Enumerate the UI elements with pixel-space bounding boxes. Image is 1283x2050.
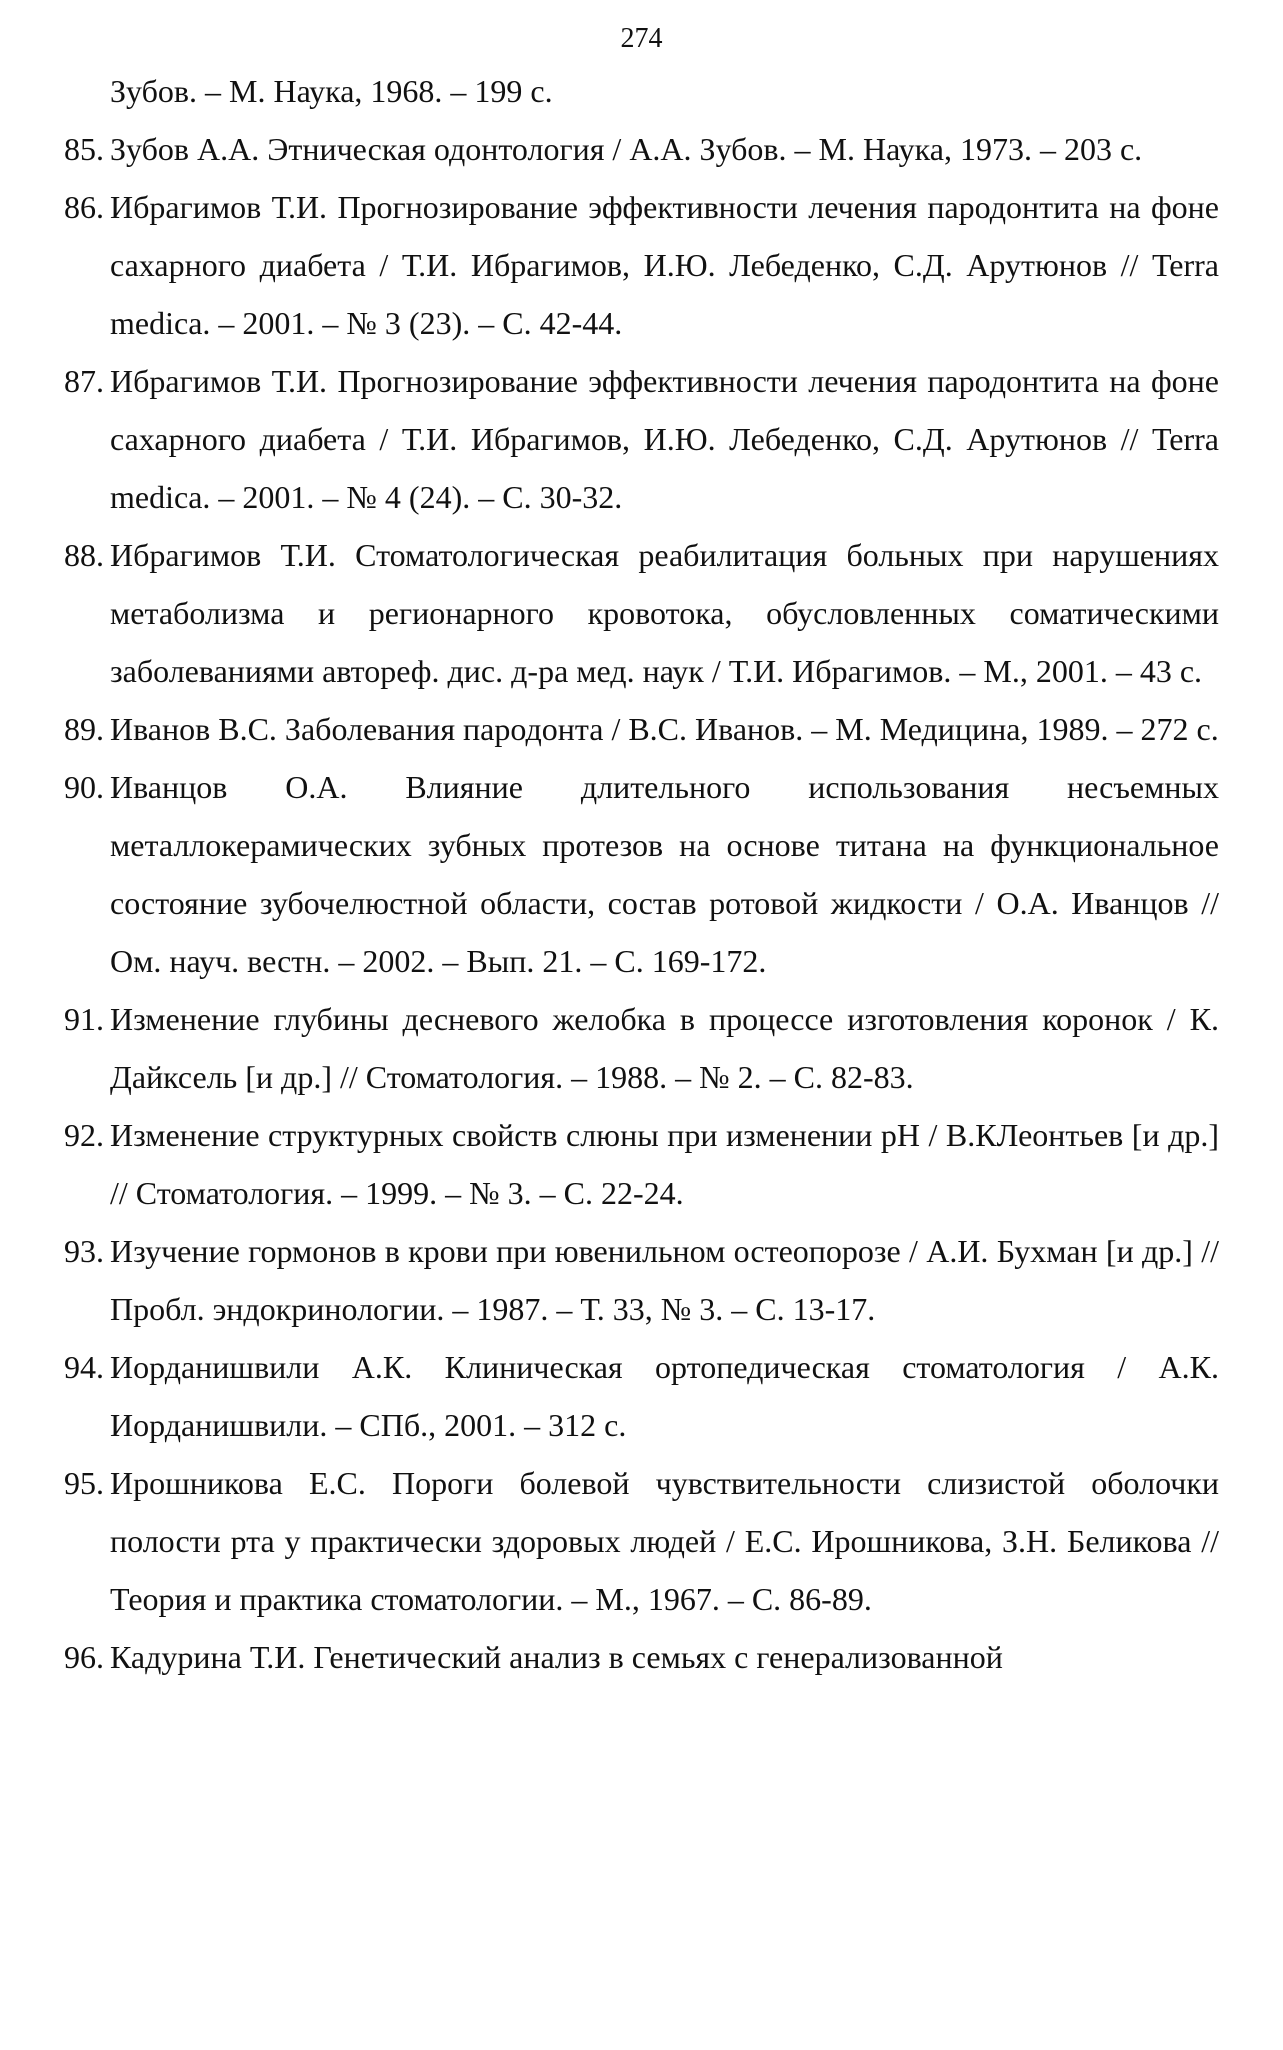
reference-text: Изучение гормонов в крови при ювенильном остеопорозе / А.И. Бухман [и др.] // Пробл. эндокринологии. – 1987. – Т. 33, № 3. – С. 13-17. [110,1233,1219,1327]
reference-continuation [64,62,1219,120]
reference-entry [64,758,1219,990]
reference-number: 94. [64,1349,104,1385]
reference-text: Изменение структурных свойств слюны при изменении pH / В.КЛеонтьев [и др.] // Стоматология. – 1999. – № 3. – С. 22-24. [110,1117,1219,1211]
reference-entry [64,990,1219,1106]
page-number: 274 [620,23,663,54]
reference-text: Ибрагимов Т.И. Стоматологическая реабилитация больных при нарушениях метаболизма и регионарного кровотока, обусловленных соматическими заболеваниями автореф. дис. д-ра мед. наук / Т.И. Ибрагимов. – М., 2001. – 43 с. [110,537,1219,689]
reference-number: 92. [64,1117,104,1153]
reference-number: 86. [64,189,104,225]
reference-text: Иорданишвили А.К. Клиническая ортопедическая стоматология / А.К. Иорданишвили. – СПб., 2001. – 312 с. [110,1349,1219,1443]
reference-entry [64,1454,1219,1628]
reference-text: Иванов В.С. Заболевания пародонта / В.С. Иванов. – М. Медицина, 1989. – 272 с. [110,711,1219,747]
reference-entry [64,1106,1219,1222]
reference-entry [64,526,1219,700]
reference-text: Изменение глубины десневого желобка в процессе изготовления коронок / К. Дайксель [и др.] // Стоматология. – 1988. – № 2. – С. 82-83. [110,1001,1219,1095]
reference-entry [64,352,1219,526]
reference-entry [64,1338,1219,1454]
reference-text: Зубов А.А. Этническая одонтология / А.А. Зубов. – М. Наука, 1973. – 203 с. [110,131,1143,167]
reference-entry [64,120,1219,178]
reference-text: Иванцов О.А. Влияние длительного использования несъемных металлокерамических зубных протезов на основе титана на функциональное состояние зубочелюстной области, состав ротовой жидкости / О.А. Иванцов // Ом. науч. вестн. – 2002. – Вып. 21. – С. 169-172. [110,769,1219,979]
reference-text: Ирошникова Е.С. Пороги болевой чувствительности слизистой оболочки полости рта у практически здоровых людей / Е.С. Ирошникова, З.Н. Беликова // Теория и практика стоматологии. – М., 1967. – С. 86-89. [110,1465,1219,1617]
reference-text: Ибрагимов Т.И. Прогнозирование эффективности лечения пародонтита на фоне сахарного диабета / Т.И. Ибрагимов, И.Ю. Лебеденко, С.Д. Арутюнов // Terra medica. – 2001. – № 3 (23). – С. 42-44. [110,189,1219,341]
reference-text: Зубов. – М. Наука, 1968. – 199 с. [110,73,553,109]
reference-number: 91. [64,1001,104,1037]
reference-number: 93. [64,1233,104,1269]
reference-entry [64,1628,1219,1686]
reference-number: 87. [64,363,104,399]
reference-text: Кадурина Т.И. Генетический анализ в семьях с генерализованной [110,1639,1003,1675]
reference-number: 85. [64,131,104,167]
reference-entry [64,178,1219,352]
reference-entry [64,1222,1219,1338]
reference-entry [64,700,1219,758]
reference-list [64,62,1219,1686]
reference-number: 88. [64,537,104,573]
reference-number: 96. [64,1639,104,1675]
reference-number: 95. [64,1465,104,1501]
reference-number: 90. [64,769,104,805]
reference-number: 89. [64,711,104,747]
reference-text: Ибрагимов Т.И. Прогнозирование эффективности лечения пародонтита на фоне сахарного диабета / Т.И. Ибрагимов, И.Ю. Лебеденко, С.Д. Арутюнов // Terra medica. – 2001. – № 4 (24). – С. 30-32. [110,363,1219,515]
